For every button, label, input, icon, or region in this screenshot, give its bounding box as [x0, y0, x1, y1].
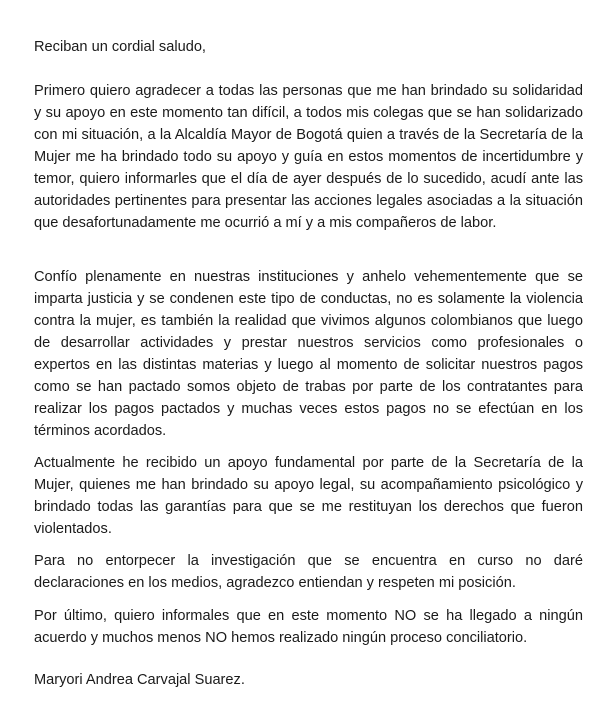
letter-paragraph-support: Actualmente he recibido un apoyo fundamental por parte de la Secretaría de la Mujer, quienes me han brindado su apoyo legal, su acompañamiento psicológico y brindado todas las garantías para que se me restituyan los derechos que fueron violentados. — [34, 455, 583, 537]
letter-paragraph-institutions: Confío plenamente en nuestras instituciones y anhelo vehementemente que se imparta justicia y se condenen este tipo de conductas, no es solamente la violencia contra la mujer, es también la realidad que vivimos algunos colombianos que luego de desarrollar actividades y prestar nuestros servicios como profesionales o expertos en las distintas materias y luego al momento de solicitar nuestros pagos como se han pactado somos objeto de trabas por parte de los contratantes para realizar los pagos pactados y muchas veces estos pagos no se efectúan en los términos acordados. — [34, 269, 583, 439]
letter-paragraph-investigation: Para no entorpecer la investigación que se encuentra en curso no daré declaraciones en los medios, agradezco entiendan y respeten mi posición. — [34, 553, 583, 591]
letter-signature: Maryori Andrea Carvajal Suarez. — [34, 672, 245, 688]
letter-paragraph-gratitude: Primero quiero agradecer a todas las personas que me han brindado su solidaridad y su apoyo en este momento tan difícil, a todos mis colegas que se han solidarizado con mi situación, a la Alcaldía Mayor de Bogotá quien a través de la Secretaría de la Mujer me ha brindado todo su apoyo y guía en estos momentos de incertidumbre y temor, quiero informarles que el día de ayer después de lo sucedido, acudí ante las autoridades pertinentes para presentar las acciones legales asociadas a la situación que desafortunadamente me ocurrió a mí y a mis compañeros de labor. — [34, 83, 583, 231]
letter-paragraph-closing: Por último, quiero informales que en este momento NO se ha llegado a ningún acuerdo y muchos menos NO hemos realizado ningún proceso conciliatorio. — [34, 608, 583, 646]
letter-greeting: Reciban un cordial saludo, — [34, 39, 206, 55]
